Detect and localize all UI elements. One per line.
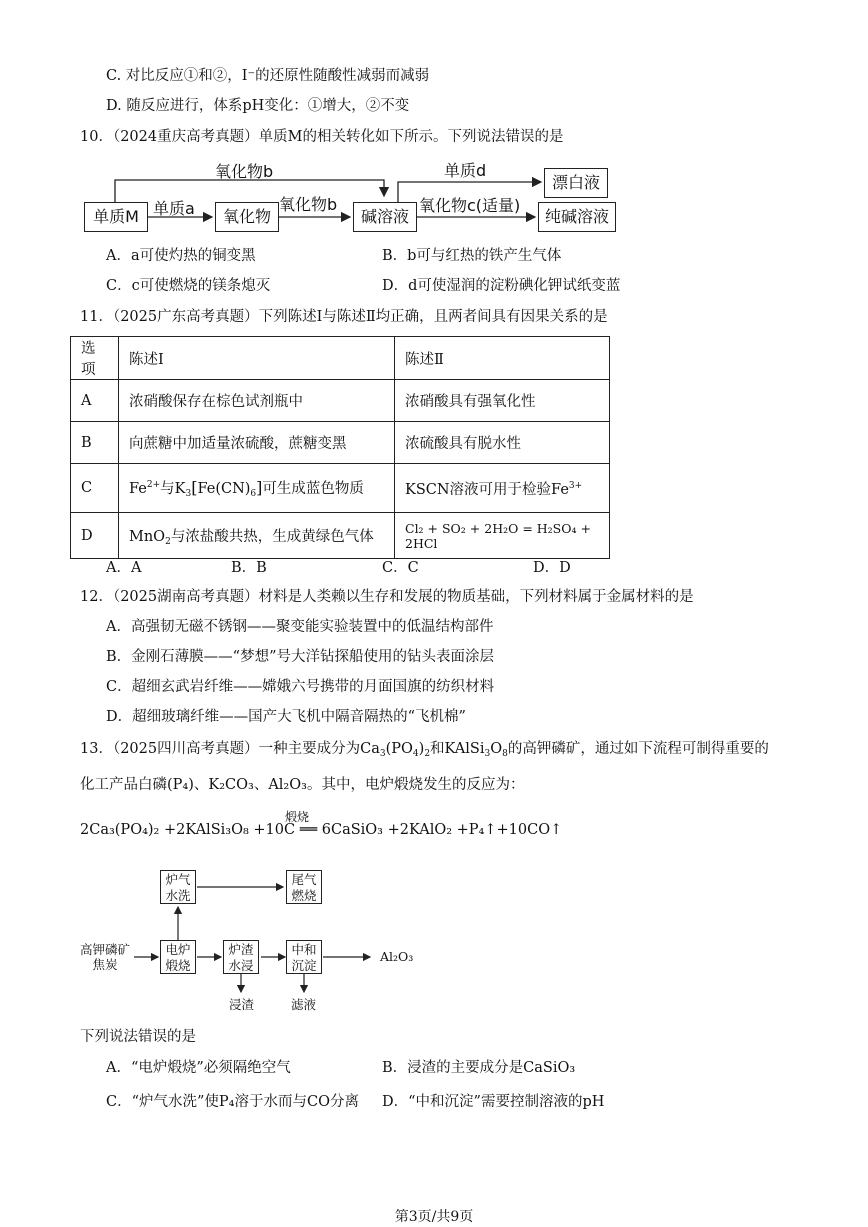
q10-option-b: B．b可与红热的铁产生气体 bbox=[382, 248, 562, 264]
q13-option-c: C．“炉气水洗”使P₄溶于水而与CO分离 bbox=[106, 1094, 359, 1110]
row-statement-1: 浓硝酸保存在棕色试剂瓶中 bbox=[119, 380, 395, 422]
box-element-m: 单质M bbox=[84, 202, 148, 232]
q13-stem-line1: 13．（2025四川高考真题）一种主要成分为$Ca_3(PO_4)_2$和$KAlSi_3O_8$的高钾磷矿，通过如下流程可制得重要的 bbox=[80, 741, 769, 759]
q12-option-c: C．超细玄武岩纤维——嫦娥六号携带的月面国旗的纺织材料 bbox=[106, 679, 495, 695]
q9-option-c: C. 对比反应①和②，I⁻的还原性随酸性减弱而减弱 bbox=[106, 68, 430, 84]
q13-option-b: B．浸渣的主要成分是CaSiO₃ bbox=[382, 1060, 576, 1076]
row-statement-1: MnO$_2$与浓盐酸共热，生成黄绿色气体 bbox=[119, 513, 395, 559]
row-option: A bbox=[71, 380, 119, 422]
q9-option-d: D. 随反应进行，体系pH变化：①增大，②不变 bbox=[106, 98, 410, 114]
row-statement-1: 向蔗糖中加适量浓硫酸，蔗糖变黑 bbox=[119, 422, 395, 464]
label-element-a: 单质a bbox=[153, 199, 195, 218]
q11-choice-b: B．B bbox=[231, 560, 267, 576]
q12-option-d: D．超细玻璃纤维——国产大飞机中隔音隔热的“飞机棉” bbox=[106, 709, 466, 725]
q13-equation-condition: 煅烧 bbox=[285, 810, 310, 824]
page-footer: 第3页/共9页 bbox=[394, 1209, 474, 1225]
q11-stem: 11．（2025广东高考真题）下列陈述Ⅰ与陈述Ⅱ均正确，且两者间具有因果关系的是 bbox=[80, 309, 608, 325]
row-statement-2: 浓硫酸具有脱水性 bbox=[395, 422, 610, 464]
flow-filtrate: 滤液 bbox=[291, 997, 317, 1012]
row-option: D bbox=[71, 513, 119, 559]
row-option: B bbox=[71, 422, 119, 464]
box-soda-solution: 纯碱溶液 bbox=[538, 202, 616, 232]
q13-option-d: D．“中和沉淀”需要控制溶液的pH bbox=[382, 1094, 605, 1110]
q13-question: 下列说法错误的是 bbox=[80, 1029, 196, 1045]
box-bleach: 漂白液 bbox=[544, 168, 608, 198]
label-element-d: 单质d bbox=[444, 161, 487, 180]
q10-option-c: C．c可使燃烧的镁条熄灭 bbox=[106, 278, 271, 294]
q10-stem: 10．（2024重庆高考真题）单质M的相关转化如下所示。下列说法错误的是 bbox=[80, 129, 564, 145]
header-statement-2: 陈述Ⅱ bbox=[395, 337, 610, 380]
flow-gas-wash: 炉气 水洗 bbox=[160, 870, 196, 904]
q13-stem-line2: 化工产品白磷(P₄)、K₂CO₃、Al₂O₃。其中，电炉煅烧发生的反应为： bbox=[80, 777, 525, 793]
flow-neutralize: 中和 沉淀 bbox=[286, 940, 322, 974]
flow-product: Al₂O₃ bbox=[380, 949, 414, 964]
q12-option-b: B．金刚石薄膜——“梦想”号大洋钻探船使用的钻头表面涂层 bbox=[106, 649, 494, 665]
label-oxide-c: 氧化物c(适量) bbox=[419, 196, 521, 215]
q13-equation: 2Ca₃(PO₄)₂ +2KAlSi₃O₈ +10C ══ 6CaSiO₃ +2KAlO₂ +P₄↑+10CO↑ bbox=[80, 822, 563, 838]
flow-tail-gas: 尾气 燃烧 bbox=[286, 870, 322, 904]
header-statement-1: 陈述Ⅰ bbox=[119, 337, 395, 380]
row-statement-2: Cl₂ + SO₂ + 2H₂O = H₂SO₄ + 2HCl bbox=[395, 513, 610, 559]
row-option: C bbox=[71, 464, 119, 513]
flow-slag-leach: 炉渣 水浸 bbox=[223, 940, 259, 974]
row-statement-1: $Fe^{2+}$与$K_3[Fe(CN)_6]$可生成蓝色物质 bbox=[119, 464, 395, 513]
box-oxide: 氧化物 bbox=[215, 202, 279, 232]
flow-furnace: 电炉 煅烧 bbox=[160, 940, 196, 974]
q11-choice-d: D．D bbox=[533, 560, 571, 576]
label-oxide-b-mid: 氧化物b bbox=[279, 195, 338, 214]
q11-choice-a: A．A bbox=[106, 560, 142, 576]
label-oxide-b-top: 氧化物b bbox=[215, 162, 274, 181]
q10-option-a: A．a可使灼热的铜变黑 bbox=[106, 248, 256, 264]
row-statement-2: 浓硝酸具有强氧化性 bbox=[395, 380, 610, 422]
q12-option-a: A．高强韧无磁不锈钢——聚变能实验装置中的低温结构部件 bbox=[106, 619, 494, 635]
q13-option-a: A．“电炉煅烧”必须隔绝空气 bbox=[106, 1060, 291, 1076]
q12-stem: 12．（2025湖南高考真题）材料是人类赖以生存和发展的物质基础，下列材料属于金属材料的是 bbox=[80, 589, 694, 605]
flow-residue: 浸渣 bbox=[229, 997, 255, 1012]
row-statement-2: KSCN溶液可用于检验$Fe^{3+}$ bbox=[395, 464, 610, 513]
q11-choice-c: C．C bbox=[382, 560, 419, 576]
q10-option-d: D．d可使湿润的淀粉碘化钾试纸变蓝 bbox=[382, 278, 621, 294]
header-option: 选项 bbox=[71, 337, 119, 380]
flow-feed: 高钾磷矿 焦炭 bbox=[80, 942, 131, 972]
box-base-solution: 碱溶液 bbox=[353, 202, 417, 232]
